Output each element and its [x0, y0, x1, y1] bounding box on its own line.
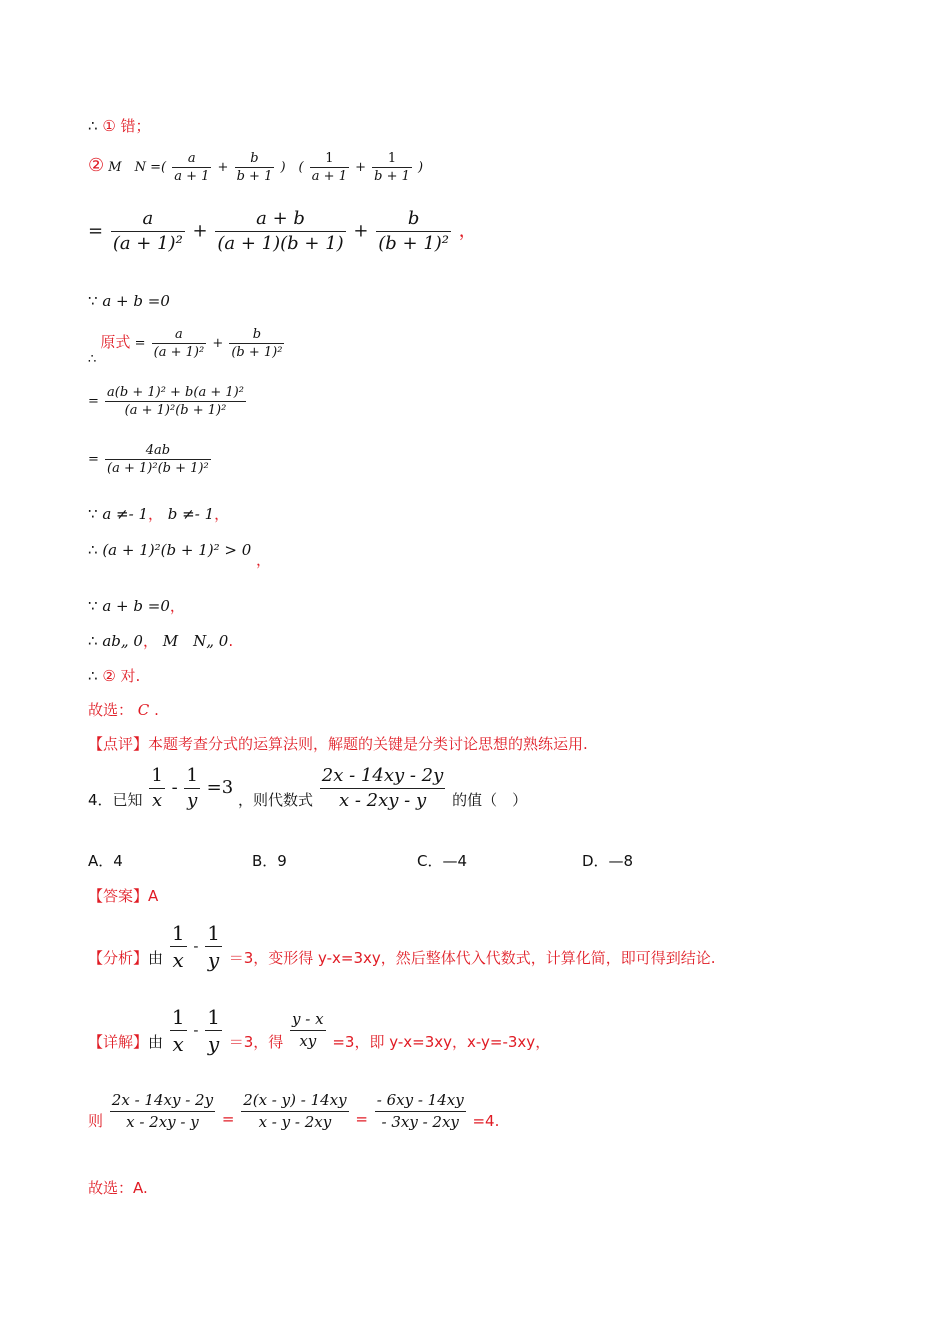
minus: - [193, 937, 199, 955]
expr: a + b =0 [102, 292, 170, 310]
step-text: ② 对. [102, 667, 141, 685]
because-symbol: ∵ [88, 292, 98, 310]
equals: = [134, 336, 146, 351]
expr-lhs: M N =( [108, 160, 167, 175]
step-8 [88, 504, 229, 525]
expr: ab„ 0 [102, 632, 143, 650]
equals: = [221, 1110, 235, 1128]
detail-text: =3，即 y-x=3xy，x-y=-3xy， [332, 1033, 551, 1051]
fraction: $\frac{1}{b + 1}$ [374, 151, 410, 184]
step-4 [88, 291, 170, 311]
equals: = [88, 452, 99, 467]
therefore-symbol: ∴ [88, 541, 98, 559]
fraction: $\frac{2x - 14xy - 2y}{x - 2xy - y}$ [321, 765, 444, 811]
fraction: $\frac{a}{\text{(a + 1)²}}$ [112, 208, 183, 254]
plus: + [217, 160, 229, 175]
step-9 [88, 540, 272, 569]
minus: - [171, 777, 178, 798]
fraction: $\frac{a}{a + 1}$ [174, 151, 210, 184]
fraction: $\frac{1}{x}$ [171, 921, 185, 972]
conclusion-line: 故选：A. [88, 1179, 148, 1197]
expr: (a + 1)²(b + 1)² > 0 [102, 541, 252, 559]
final-result: =4. [472, 1112, 500, 1130]
fraction: $\frac{- 6xy - 14xy}{- 3xy - 2xy}$ [376, 1091, 464, 1131]
therefore-symbol: ∴ [88, 632, 98, 650]
therefore-symbol: ∴ [88, 117, 98, 135]
step-13 [88, 700, 159, 720]
expr: a ≠- 1 [102, 505, 148, 523]
fraction: $\frac{b}{\text{(b + 1)²}}$ [231, 327, 283, 360]
fraction: $\frac{1}{y}$ [186, 765, 198, 811]
option-d: D．—8 [582, 852, 634, 870]
analysis-text: ＝3，变形得 y-x=3xy，然后整体代入代数式，计算化简，即可得到结论. [228, 949, 716, 967]
step-1 [88, 116, 151, 136]
minus: - [193, 1021, 199, 1039]
question-text: ，则代数式 [238, 791, 314, 809]
final-line [88, 1090, 499, 1133]
fraction: $\frac{2(x - y) - 14xy}{x - y - 2xy}$ [243, 1091, 347, 1131]
fraction: $\frac{b}{b + 1}$ [236, 151, 273, 184]
fraction: $\frac{1}{y}$ [207, 921, 220, 972]
because-symbol: ∵ [88, 505, 98, 523]
equals-3: =3 [206, 777, 234, 798]
option-a: A．4 [88, 852, 123, 870]
detail-line [88, 1004, 550, 1057]
fraction: $\frac{1}{a + 1}$ [311, 151, 347, 184]
question-number: 4．已知 [88, 791, 143, 809]
answer-line [88, 886, 158, 906]
because-symbol: ∵ [88, 597, 98, 615]
expr-mid: ) ( [280, 160, 304, 175]
step-10 [88, 596, 185, 616]
expr-close: ) [418, 160, 424, 175]
period: . [228, 632, 234, 650]
detail-tag: 【详解】 [88, 1033, 149, 1051]
step-12 [88, 666, 140, 686]
fraction: $\frac{1}{x}$ [151, 765, 163, 811]
comma: ， [169, 597, 185, 615]
fraction: $\frac{b}{\text{(b + 1)²}}$ [378, 208, 450, 254]
comma: ， [142, 632, 158, 650]
comment-line: 【点评】本题考查分式的运算法则，解题的关键是分类讨论思想的熟练运用. [88, 735, 588, 753]
step-7 [88, 442, 213, 477]
analysis-line [88, 920, 716, 973]
expr: a + b =0 [102, 597, 170, 615]
therefore-symbol: ∴ [88, 667, 98, 685]
fraction: $\frac{1}{x}$ [171, 1005, 185, 1056]
fraction: $\frac{a + b}{(a + 1)(b + 1)}$ [217, 208, 344, 254]
circle-2: ② [88, 155, 105, 176]
comma: ， [256, 551, 272, 569]
final-pre: 则 [88, 1112, 104, 1130]
question-4 [88, 764, 527, 813]
step-5 [88, 326, 286, 367]
step-6 [88, 384, 248, 419]
option-c: C．—4 [417, 852, 468, 870]
analysis-tag: 【分析】 [88, 949, 149, 967]
plus: + [355, 160, 367, 175]
comma: ， [458, 220, 477, 242]
period: . [154, 701, 159, 719]
fraction: $\frac{2x - 14xy - 2y}{x - 2xy - y}$ [111, 1091, 214, 1131]
detail-pre: 由 [148, 1033, 164, 1051]
detail-text: ＝3，得 [228, 1033, 284, 1051]
answer-letter: C [137, 701, 150, 719]
expr: b ≠- 1 [167, 505, 215, 523]
step-3: = $\frac{a}{\text{(a + 1)²}}$ + $\frac{a + b}{(a + 1)(b + 1)}$ + $\frac{b}{\text{(b + 1)²}}$ ， [88, 208, 477, 254]
equals: = [88, 220, 104, 242]
plus: + [212, 336, 224, 351]
fraction: $\frac{y - x}{xy}$ [292, 1010, 324, 1050]
therefore-symbol: ∴ [88, 352, 97, 367]
label-yuanshi: 原式 [100, 333, 131, 351]
fraction: $\frac{1}{y}$ [207, 1005, 220, 1056]
comma: ， [214, 505, 230, 523]
option-b: B．9 [252, 852, 287, 870]
equals: = [88, 394, 99, 409]
comma: ， [148, 505, 164, 523]
expr: M N„ 0 [162, 632, 229, 650]
answer-value: A [148, 887, 159, 905]
step-11 [88, 631, 233, 651]
analysis-pre: 由 [148, 949, 164, 967]
question-text: 的值（ ） [452, 791, 528, 809]
step-2 [88, 150, 423, 185]
fraction: $\frac{\text{a(b + 1)² + b(a + 1)²}}{\text{(a + 1)²(b + 1)²}}$ [107, 385, 244, 418]
equals: = [355, 1110, 368, 1128]
step-text: ① 错； [102, 117, 151, 135]
fraction: $\frac{a}{\text{(a + 1)²}}$ [153, 327, 205, 360]
fraction: $\frac{4ab}{\text{(a + 1)²(b + 1)²}}$ [107, 443, 209, 476]
label-guxuan: 故选： [88, 701, 134, 719]
answer-tag: 【答案】 [88, 887, 149, 905]
